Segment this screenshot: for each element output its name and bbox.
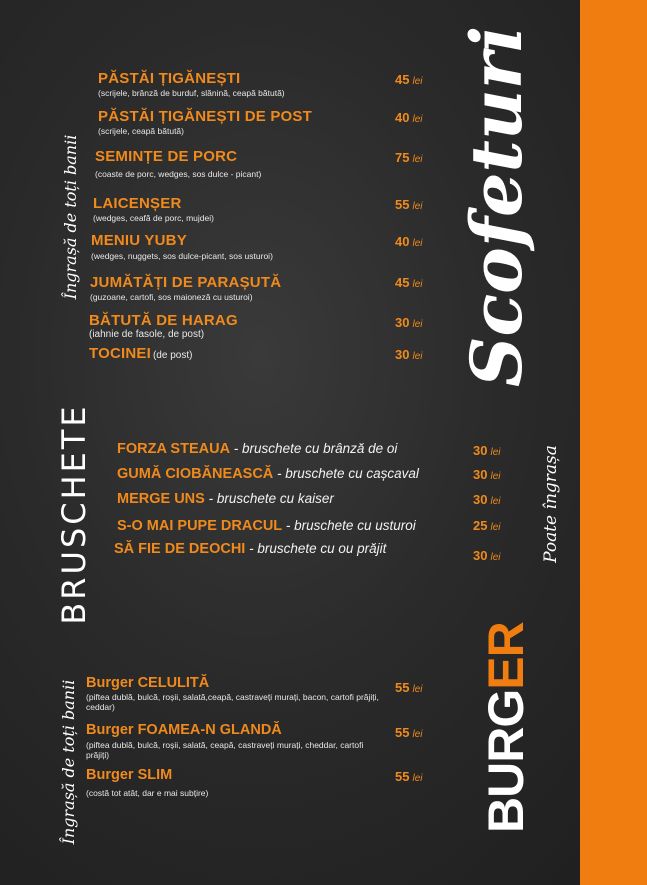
- price-currency: lei: [412, 238, 423, 249]
- menu-item-price: [395, 347, 422, 362]
- menu-item-desc: (de post): [152, 350, 193, 361]
- price-value: 45: [395, 72, 410, 87]
- menu-item-name: PĂSTĂI ȚIGĂNEȘTI: [98, 70, 241, 87]
- bruschete-item: [117, 441, 397, 457]
- price-currency: lei: [490, 447, 501, 458]
- bruschete-name: GUMĂ CIOBĂNEASCĂ: [117, 466, 274, 482]
- bruschete-desc: - bruschete cu brânză de oi: [230, 441, 398, 456]
- price-value: 30: [395, 347, 410, 362]
- menu-item-desc: (wedges, nuggets, sos dulce-picant, sos usturoi): [91, 251, 273, 261]
- burger-price: [395, 725, 422, 740]
- price-currency: lei: [412, 114, 423, 125]
- price-value: 55: [395, 680, 410, 695]
- burger-item-name: [86, 675, 209, 691]
- menu-item-price: [395, 315, 422, 330]
- burger-name: FOAMEA-N GLANDĂ: [137, 722, 282, 738]
- price-value: 40: [395, 234, 410, 249]
- bruschete-price: [473, 548, 500, 563]
- price-value: 30: [473, 492, 488, 507]
- bruschete-desc: - bruschete cu cașcaval: [273, 466, 419, 481]
- menu-item-price: [395, 275, 422, 290]
- price-currency: lei: [490, 471, 501, 482]
- menu-item-name: JUMĂTĂȚI DE PARAȘUTĂ: [90, 274, 282, 291]
- bruschete-item: [117, 518, 416, 534]
- burger-price: [395, 769, 422, 784]
- menu-item-name: LAICENȘER: [93, 195, 182, 212]
- price-currency: lei: [412, 279, 423, 290]
- price-value: 30: [473, 548, 488, 563]
- price-value: 75: [395, 150, 410, 165]
- price-currency: lei: [412, 773, 423, 784]
- bruschete-item: [117, 466, 419, 482]
- burger-heading: [477, 622, 534, 833]
- menu-item-name: MENIU YUBY: [91, 232, 187, 249]
- bruschete-price: [473, 518, 500, 533]
- menu-item-desc: (iahnie de fasole, de post): [89, 329, 205, 340]
- menu-item-price: [395, 197, 422, 212]
- bruschete-price: [473, 492, 500, 507]
- menu-item-price: [395, 234, 422, 249]
- burger-item-name: [86, 767, 172, 783]
- burger-heading-orange: ER: [478, 622, 534, 690]
- burger-item-desc: (costă tot atât, dar e mai subțire): [86, 788, 209, 798]
- menu-item-price: [395, 150, 422, 165]
- bruschete-desc: - bruschete cu ou prăjit: [245, 541, 387, 556]
- price-currency: lei: [490, 522, 501, 533]
- menu-item-desc: (scrijele, ceapă bătută): [98, 126, 184, 136]
- burger-heading-white: BURG: [478, 689, 534, 833]
- bruschete-name: SĂ FIE DE DEOCHI: [114, 541, 246, 557]
- menu-item-price: [395, 72, 422, 87]
- poate-ingrasa-text: Poate îngrașa: [541, 445, 561, 563]
- bruschete-price: [473, 467, 500, 482]
- bruschete-price: [473, 443, 500, 458]
- price-value: 45: [395, 275, 410, 290]
- menu-item-name: PĂSTĂI ȚIGĂNEȘTI DE POST: [98, 108, 312, 125]
- menu-item-inline: [89, 345, 192, 363]
- price-currency: lei: [490, 496, 501, 507]
- price-value: 55: [395, 769, 410, 784]
- price-currency: lei: [412, 684, 423, 695]
- bruschete-item: [114, 541, 386, 557]
- burger-item-desc: (piftea dublă, bulcă, roșii, salată, ceapă, castraveți murați, cheddar, cartofi prăjiți): [86, 740, 364, 760]
- price-value: 30: [473, 443, 488, 458]
- price-currency: lei: [412, 154, 423, 165]
- menu-item-desc: (guzoane, cartofi, sos maioneză cu usturoi): [90, 292, 253, 302]
- burger-name: CELULITĂ: [137, 675, 210, 691]
- menu-item-desc: (coaste de porc, wedges, sos dulce - picant): [95, 169, 262, 179]
- price-currency: lei: [412, 76, 423, 87]
- bruschete-name: FORZA STEAUA: [117, 441, 231, 457]
- menu-item-name: SEMINȚE DE PORC: [95, 148, 238, 165]
- burger-item-name: [86, 722, 282, 738]
- scofeturi-heading: Scofeturi: [455, 25, 538, 387]
- bruschete-item: [117, 491, 334, 507]
- price-currency: lei: [412, 201, 423, 212]
- menu-item-name: TOCINEI: [89, 345, 151, 362]
- price-value: 25: [473, 518, 488, 533]
- burger-item-desc: (piftea dublă, bulcă, roșii, salată,ceapă, castraveți murați, bacon, cartofi prăjiți, ceddar): [86, 692, 379, 712]
- price-value: 40: [395, 110, 410, 125]
- bruschete-name: S-O MAI PUPE DRACUL: [117, 518, 283, 534]
- burger-name: SLIM: [137, 767, 173, 783]
- orange-side-band: [580, 0, 647, 885]
- menu-item-name: BĂTUTĂ DE HARAG: [89, 312, 238, 329]
- burger-prefix: Burger: [86, 675, 138, 691]
- bruschete-desc: - bruschete cu kaiser: [204, 491, 334, 506]
- price-currency: lei: [412, 729, 423, 740]
- price-value: 30: [473, 467, 488, 482]
- price-value: 55: [395, 197, 410, 212]
- menu-item-desc: (scrijele, brânză de burduf, slănină, ceapă bătută): [98, 88, 285, 98]
- burger-prefix: Burger: [86, 722, 138, 738]
- bruschete-desc: - bruschete cu usturoi: [282, 518, 416, 533]
- burger-prefix: Burger: [86, 767, 138, 783]
- bruschete-heading: BRUSCHETE: [55, 403, 93, 625]
- price-currency: lei: [490, 552, 501, 563]
- price-currency: lei: [412, 351, 423, 362]
- price-value: 30: [395, 315, 410, 330]
- menu-item-price: [395, 110, 422, 125]
- side-slogan-top: Îngrașă de toți banii: [61, 134, 80, 300]
- burger-price: [395, 680, 422, 695]
- bruschete-name: MERGE UNS: [117, 491, 205, 507]
- price-currency: lei: [412, 319, 423, 330]
- menu-item-desc: (wedges, ceafă de porc, mujdei): [93, 213, 214, 223]
- price-value: 55: [395, 725, 410, 740]
- side-slogan-bottom: Îngrașă de toți banii: [59, 679, 78, 845]
